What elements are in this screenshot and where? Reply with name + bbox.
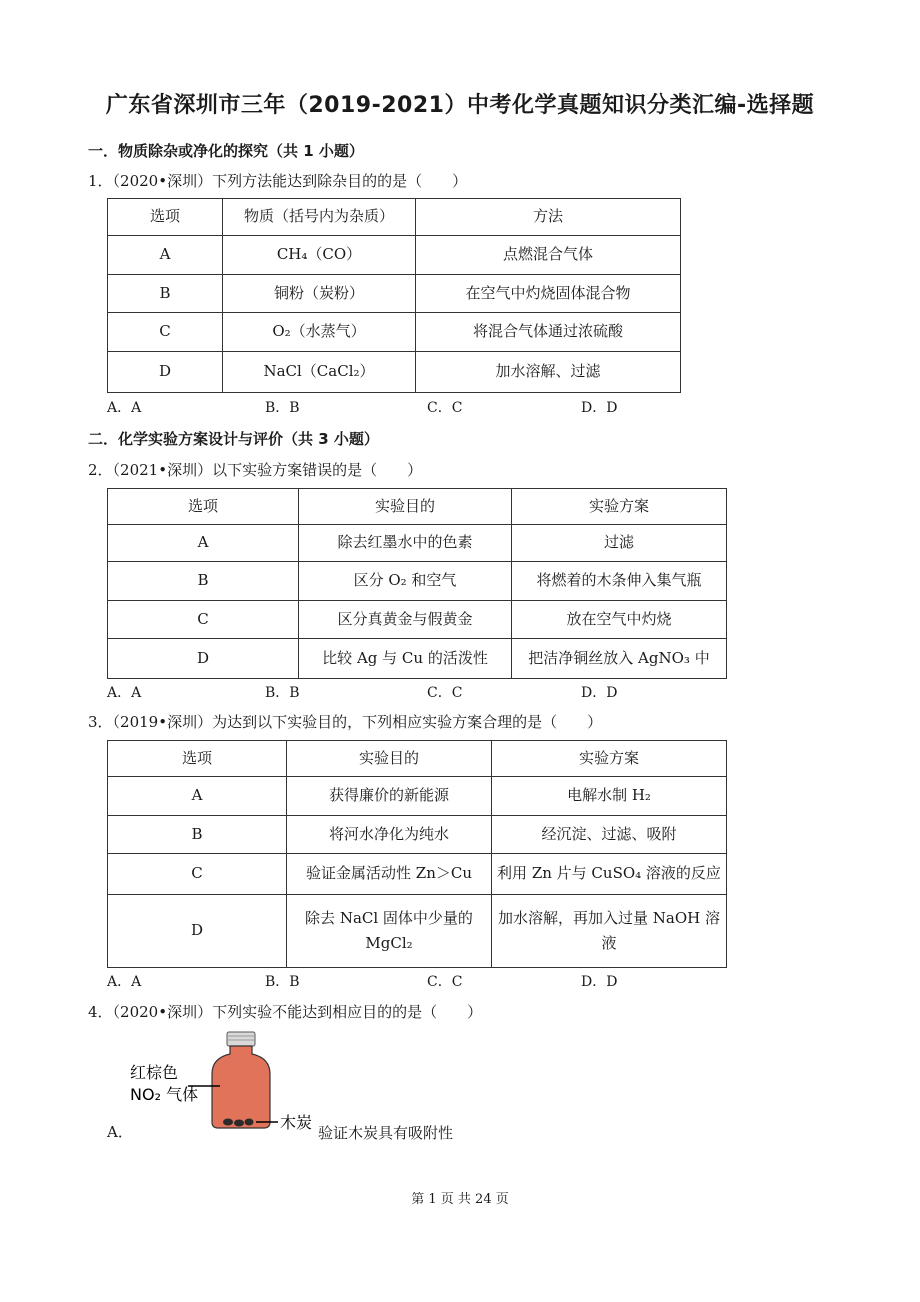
table-cell: A bbox=[108, 525, 299, 562]
choice-c[interactable]: C．C bbox=[427, 685, 463, 701]
table-cell: C bbox=[108, 854, 287, 895]
table-cell: 加水溶解，再加入过量 NaOH 溶液 bbox=[492, 895, 727, 968]
table-cell: 过滤 bbox=[512, 525, 727, 562]
table-cell: 电解水制 H₂ bbox=[492, 777, 727, 816]
gas-label-line1: 红棕色 bbox=[130, 1063, 179, 1082]
question-3-table bbox=[107, 740, 727, 968]
table-cell: A bbox=[108, 777, 287, 816]
choice-c[interactable]: C．C bbox=[427, 974, 463, 990]
table-cell: NaCl（CaCl₂） bbox=[223, 352, 416, 393]
question-2-stem: 2．（2021•深圳）以下实验方案错误的是（ ） bbox=[88, 461, 423, 479]
table-cell: 在空气中灼烧固体混合物 bbox=[416, 275, 681, 313]
table-cell: A bbox=[108, 236, 223, 275]
choice-a[interactable]: A．A bbox=[107, 400, 142, 416]
question-3-stem: 3．（2019•深圳）为达到以下实验目的，下列相应实验方案合理的是（ ） bbox=[88, 713, 603, 731]
bottle-body-icon bbox=[212, 1046, 270, 1128]
table-cell: 获得廉价的新能源 bbox=[287, 777, 492, 816]
table-cell: 区分真黄金与假黄金 bbox=[299, 601, 512, 639]
table-cell: B bbox=[108, 816, 287, 854]
table-cell: 将河水净化为纯水 bbox=[287, 816, 492, 854]
table-cell: 加水溶解、过滤 bbox=[416, 352, 681, 393]
question-2-table bbox=[107, 488, 727, 679]
table-cell: 区分 O₂ 和空气 bbox=[299, 562, 512, 601]
choice-d[interactable]: D．D bbox=[581, 400, 618, 416]
page-title: 广东省深圳市三年（2019-2021）中考化学真题知识分类汇编-选择题 bbox=[105, 93, 815, 118]
choice-b[interactable]: B．B bbox=[265, 685, 300, 701]
choice-c[interactable]: C．C bbox=[427, 400, 463, 416]
table-cell: C bbox=[108, 313, 223, 352]
question-1-table bbox=[107, 198, 681, 393]
choice-d[interactable]: D．D bbox=[581, 974, 618, 990]
table-cell: CH₄（CO） bbox=[223, 236, 416, 275]
choice-b[interactable]: B．B bbox=[265, 400, 300, 416]
table-header: 方法 bbox=[416, 199, 681, 236]
table-cell: 点燃混合气体 bbox=[416, 236, 681, 275]
charcoal-label: 木炭 bbox=[280, 1113, 313, 1132]
table-header: 实验目的 bbox=[287, 741, 492, 777]
section-heading-2: 二．化学实验方案设计与评价（共 3 小题） bbox=[88, 430, 379, 448]
choice-a[interactable]: A．A bbox=[107, 685, 142, 701]
table-cell: 利用 Zn 片与 CuSO₄ 溶液的反应 bbox=[492, 854, 727, 895]
figure-caption: 验证木炭具有吸附性 bbox=[318, 1124, 454, 1142]
section-heading-1: 一．物质除杂或净化的探究（共 1 小题） bbox=[88, 142, 364, 160]
table-cell: 把洁净铜丝放入 AgNO₃ 中 bbox=[512, 639, 727, 679]
table-cell: C bbox=[108, 601, 299, 639]
table-header: 选项 bbox=[108, 489, 299, 525]
table-header: 实验方案 bbox=[492, 741, 727, 777]
table-cell: 将燃着的木条伸入集气瓶 bbox=[512, 562, 727, 601]
option-a-label[interactable]: A． bbox=[107, 1123, 133, 1141]
table-header: 选项 bbox=[108, 741, 287, 777]
table-cell: D bbox=[108, 639, 299, 679]
choice-a[interactable]: A．A bbox=[107, 974, 142, 990]
charcoal-piece-icon bbox=[245, 1119, 254, 1126]
gas-label-line2: NO₂ 气体 bbox=[130, 1085, 199, 1104]
question-4-stem: 4．（2020•深圳）下列实验不能达到相应目的的是（ ） bbox=[88, 1003, 483, 1021]
table-cell: B bbox=[108, 275, 223, 313]
table-cell: 铜粉（炭粉） bbox=[223, 275, 416, 313]
bottle-cap-icon bbox=[227, 1032, 255, 1046]
table-cell: O₂（水蒸气） bbox=[223, 313, 416, 352]
question-1-stem: 1．（2020•深圳）下列方法能达到除杂目的的是（ ） bbox=[88, 172, 468, 190]
table-cell: 除去 NaCl 固体中少量的 MgCl₂ bbox=[287, 895, 492, 968]
table-header: 实验方案 bbox=[512, 489, 727, 525]
table-cell: 经沉淀、过滤、吸附 bbox=[492, 816, 727, 854]
choice-d[interactable]: D．D bbox=[581, 685, 618, 701]
table-cell: 将混合气体通过浓硫酸 bbox=[416, 313, 681, 352]
charcoal-piece-icon bbox=[223, 1119, 233, 1126]
table-header: 物质（括号内为杂质） bbox=[223, 199, 416, 236]
table-cell: D bbox=[108, 352, 223, 393]
charcoal-piece-icon bbox=[234, 1120, 244, 1127]
table-cell: 验证金属活动性 Zn＞Cu bbox=[287, 854, 492, 895]
table-cell: D bbox=[108, 895, 287, 968]
table-cell: 放在空气中灼烧 bbox=[512, 601, 727, 639]
table-header: 实验目的 bbox=[299, 489, 512, 525]
table-cell: B bbox=[108, 562, 299, 601]
table-cell: 除去红墨水中的色素 bbox=[299, 525, 512, 562]
page-footer: 第 1 页 共 24 页 bbox=[411, 1192, 509, 1207]
choice-b[interactable]: B．B bbox=[265, 974, 300, 990]
table-cell: 比较 Ag 与 Cu 的活泼性 bbox=[299, 639, 512, 679]
table-header: 选项 bbox=[108, 199, 223, 236]
